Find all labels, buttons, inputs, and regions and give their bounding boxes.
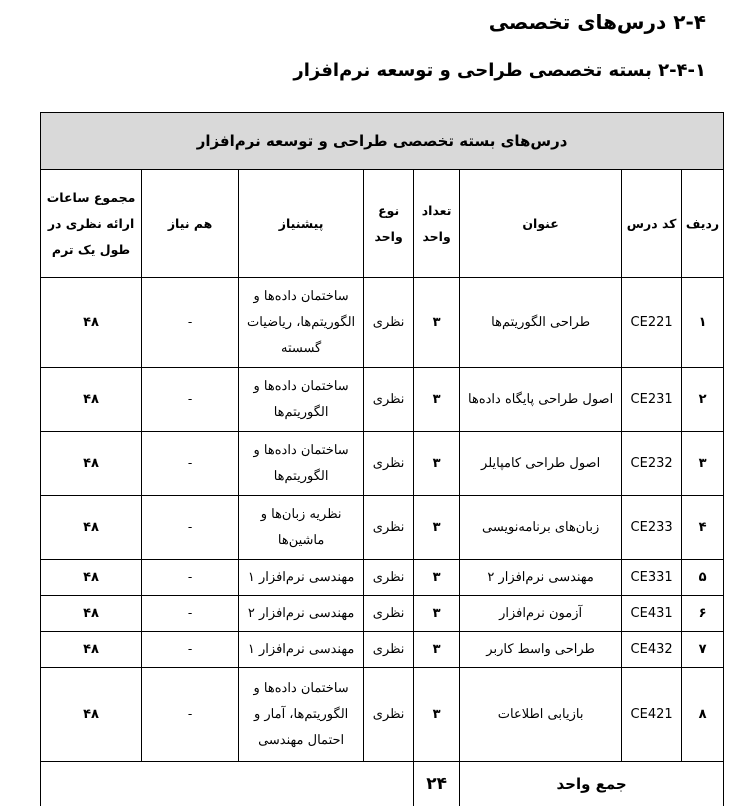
total-hours: ۴۸ <box>41 368 142 432</box>
table-row <box>41 596 724 632</box>
table-row <box>41 496 724 560</box>
prerequisite: مهندسی نرم‌افزار ۱ <box>239 560 364 596</box>
total-hours: ۴۸ <box>41 278 142 368</box>
course-code: CE331 <box>622 560 682 596</box>
corequisite: - <box>142 668 239 762</box>
unit-type: نظری <box>364 632 414 668</box>
course-units: ۳ <box>414 632 460 668</box>
course-name: زبان‌های برنامه‌نویسی <box>460 496 622 560</box>
total-hours: ۴۸ <box>41 668 142 762</box>
prerequisite: مهندسی نرم‌افزار ۲ <box>239 596 364 632</box>
row-number: ۱ <box>682 278 724 368</box>
course-units: ۳ <box>414 368 460 432</box>
course-units: ۳ <box>414 668 460 762</box>
prerequisite: ساختمان داده‌ها و الگوریتم‌ها، ریاضیات گسسته <box>239 278 364 368</box>
total-hours: ۴۸ <box>41 632 142 668</box>
total-hours: ۴۸ <box>41 432 142 496</box>
corequisite: - <box>142 632 239 668</box>
table-row <box>41 278 724 368</box>
row-number: ۳ <box>682 432 724 496</box>
course-code: CE432 <box>622 632 682 668</box>
total-spacer-end <box>41 762 142 806</box>
corequisite: - <box>142 596 239 632</box>
subsection-heading: ۲-۴-۱ بسته تخصصی طراحی و توسعه نرم‌افزار <box>293 60 706 81</box>
row-number: ۸ <box>682 668 724 762</box>
header-corequisite: هم نیاز <box>142 170 239 278</box>
unit-type: نظری <box>364 278 414 368</box>
total-hours: ۴۸ <box>41 496 142 560</box>
course-units: ۳ <box>414 432 460 496</box>
unit-type: نظری <box>364 560 414 596</box>
corequisite: - <box>142 496 239 560</box>
course-code: CE421 <box>622 668 682 762</box>
course-name: اصول طراحی کامپایلر <box>460 432 622 496</box>
course-name: طراحی واسط کاربر <box>460 632 622 668</box>
prerequisite: ساختمان داده‌ها و الگوریتم‌ها <box>239 368 364 432</box>
unit-type: نظری <box>364 496 414 560</box>
course-code: CE232 <box>622 432 682 496</box>
row-number: ۴ <box>682 496 724 560</box>
total-units: ۲۴ <box>414 762 460 806</box>
unit-type: نظری <box>364 432 414 496</box>
unit-type: نظری <box>364 668 414 762</box>
course-units: ۳ <box>414 496 460 560</box>
course-units: ۳ <box>414 596 460 632</box>
table-row <box>41 668 724 762</box>
total-hours: ۴۸ <box>41 596 142 632</box>
row-number: ۷ <box>682 632 724 668</box>
unit-type: نظری <box>364 368 414 432</box>
table-row <box>41 560 724 596</box>
header-prerequisite: پیشنیاز <box>239 170 364 278</box>
course-code: CE221 <box>622 278 682 368</box>
total-row <box>41 762 724 806</box>
table-body <box>41 278 724 762</box>
table-row <box>41 368 724 432</box>
course-name: بازیابی اطلاعات <box>460 668 622 762</box>
header-row-number: ردیف <box>682 170 724 278</box>
prerequisite: ساختمان داده‌ها و الگوریتم‌ها، آمار و احتمال مهندسی <box>239 668 364 762</box>
prerequisite: مهندسی نرم‌افزار ۱ <box>239 632 364 668</box>
prerequisite: نظریه زبان‌ها و ماشین‌ها <box>239 496 364 560</box>
course-name: طراحی الگوریتم‌ها <box>460 278 622 368</box>
total-hours: ۴۸ <box>41 560 142 596</box>
corequisite: - <box>142 432 239 496</box>
course-units: ۳ <box>414 560 460 596</box>
course-code: CE431 <box>622 596 682 632</box>
table-header-row <box>41 170 724 278</box>
course-code: CE233 <box>622 496 682 560</box>
course-name: اصول طراحی پایگاه داده‌ها <box>460 368 622 432</box>
course-code: CE231 <box>622 368 682 432</box>
corequisite: - <box>142 560 239 596</box>
prerequisite: ساختمان داده‌ها و الگوریتم‌ها <box>239 432 364 496</box>
corequisite: - <box>142 278 239 368</box>
table-row <box>41 632 724 668</box>
row-number: ۲ <box>682 368 724 432</box>
header-course-name: عنوان <box>460 170 622 278</box>
header-units: تعداد واحد <box>414 170 460 278</box>
table-title: درس‌های بسته تخصصی طراحی و توسعه نرم‌افزار <box>41 113 724 170</box>
course-name: مهندسی نرم‌افزار ۲ <box>460 560 622 596</box>
table-row <box>41 432 724 496</box>
course-units: ۳ <box>414 278 460 368</box>
row-number: ۶ <box>682 596 724 632</box>
courses-table <box>40 112 724 806</box>
header-unit-type: نوع واحد <box>364 170 414 278</box>
table-title-row <box>41 113 724 170</box>
header-total-hours: مجموع ساعات ارائه نظری در طول یک ترم <box>41 170 142 278</box>
row-number: ۵ <box>682 560 724 596</box>
total-spacer <box>142 762 414 806</box>
unit-type: نظری <box>364 596 414 632</box>
header-course-code: کد درس <box>622 170 682 278</box>
course-name: آزمون نرم‌افزار <box>460 596 622 632</box>
section-heading: ۲-۴ درس‌های تخصصی <box>489 10 706 34</box>
total-label: جمع واحد <box>460 762 724 806</box>
corequisite: - <box>142 368 239 432</box>
